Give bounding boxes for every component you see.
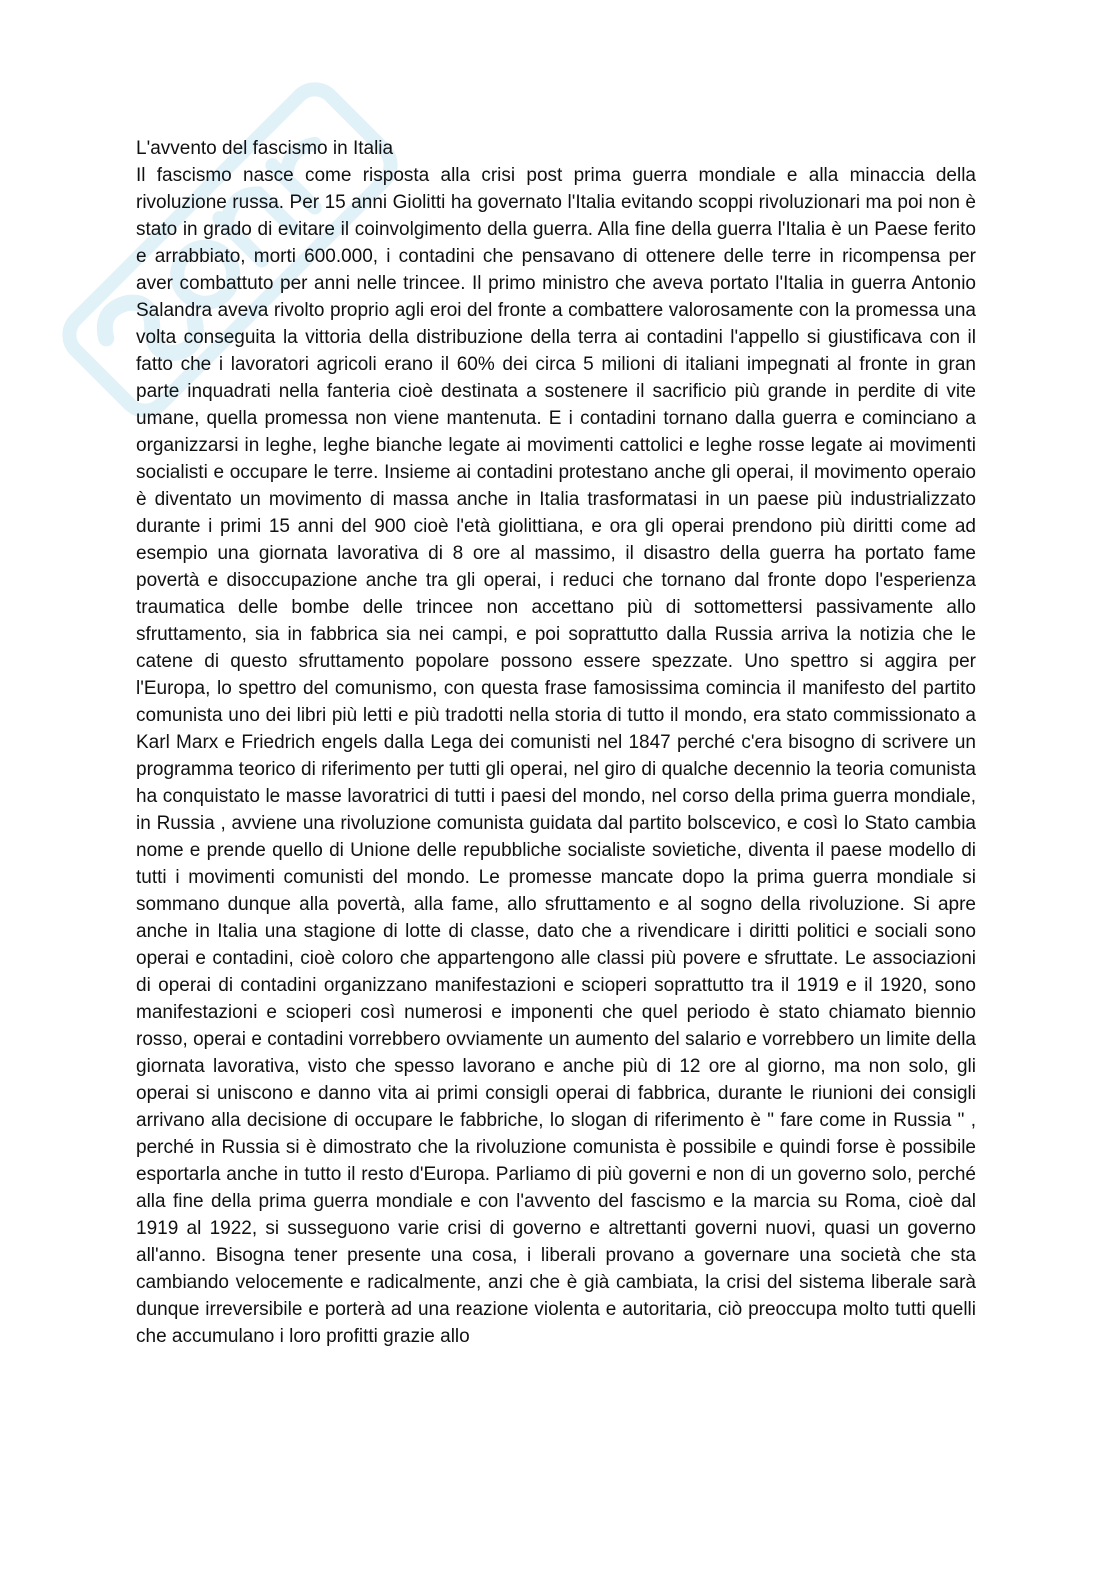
document-title: L'avvento del fascismo in Italia (136, 138, 394, 159)
document-body: Il fascismo nasce come risposta alla crisi post prima guerra mondiale e alla minaccia della rivoluzione russa. Per 15 anni Giolitti ha governato l'Italia evitando scoppi rivoluzionari ma poi non è stato in grado di evitare il coinvolgimento della guerra. Alla fine della guerra l'Italia è un Paese ferito e arrabbiato, morti 600.000, i contadini che pensavano di ottenere delle terre in ricompensa per aver combattuto per anni nelle trincee. Il primo ministro che aveva portato l'Italia in guerra Antonio Salandra aveva rivolto proprio agli eroi del fronte a combattere valorosamente con la promessa una volta conseguita la vittoria della distribuzione della terra ai contadini l'appello si giustificava con il fatto che i lavoratori agricoli erano il 60% dei circa 5 milioni di italiani impegnati al fronte in gran parte inquadrati nella fanteria cioè destinata a sostenere il sacrificio più grande in perdite di vite umane, quella promessa non viene mantenuta. E i contadini tornano dalla guerra e cominciano a organizzarsi in leghe, leghe bianche legate ai movimenti cattolici e leghe rosse legate ai movimenti socialisti e occupare le terre. Insieme ai contadini protestano anche gli operai, il movimento operaio è diventato un movimento di massa anche in Italia trasformatasi in un paese più industrializzato durante i primi 15 anni del 900 cioè l'età giolittiana, e ora gli operai prendono più diritti come ad esempio una giornata lavorativa di 8 ore al massimo, il disastro della guerra ha portato fame povertà e disoccupazione anche tra gli operai, i reduci che tornano dal fronte dopo l'esperienza traumatica delle bombe delle trincee non accettano più di sottomettersi passivamente allo sfruttamento, sia in fabbrica sia nei campi, e poi soprattutto dalla Russia arriva la notizia che le catene di questo sfruttamento popolare possono essere spezzate. Uno spettro si aggira per l'Europa, lo spettro del comunismo, con questa frase famosissima comincia il manifesto del partito comunista uno dei libri più letti e più tradotti nella storia di tutto il mondo, era stato commissionato a Karl Marx e Friedrich engels dalla Lega dei comunisti nel 1847 perché c'era bisogno di scrivere un programma teorico di riferimento per tutti gli operai, nel giro di qualche decennio la teoria comunista ha conquistato le masse lavoratrici di tutti i paesi del mondo, nel corso della prima guerra mondiale, in Russia , avviene una rivoluzione comunista guidata dal partito bolscevico, e così lo Stato cambia nome e prende quello di Unione delle repubbliche socialiste sovietiche, diventa il paese modello di tutti i movimenti comunisti del mondo. Le promesse mancate dopo la prima guerra mondiale si sommano dunque alla povertà, alla fame, allo sfruttamento e al sogno della rivoluzione. Si apre anche in Italia una stagione di lotte di classe, dato che a rivendicare i diritti politici e sociali sono operai e contadini, cioè coloro che appartengono alle classi più povere e sfruttate. Le associazioni di operai di contadini organizzano manifestazioni e scioperi soprattutto tra il 1919 e il 1920, sono manifestazioni e scioperi così numerosi e imponenti che quel periodo è stato chiamato biennio rosso, operai e contadini vorrebbero ovviamente un aumento del salario e vorrebbero un limite della giornata lavorativa, visto che spesso lavorano e anche più di 12 ore al giorno, ma non solo, gli operai si uniscono e danno vita ai primi consigli operai di fabbrica, durante le riunioni dei consigli arrivano alla decisione di occupare le fabbriche, lo slogan di riferimento è " fare come in Russia " , perché in Russia si è dimostrato che la rivoluzione comunista è possibile e quindi forse è possibile esportarla anche in tutto il resto d'Europa. Parliamo di più governi e non di un governo solo, perché alla fine della prima guerra mondiale e con l'avvento del fascismo e la marcia su Roma, cioè dal 1919 al 1922, si susseguono varie crisi di governo e altrettanti governi nuovi, quasi un governo all'anno. Bisogna tener presente una cosa, i liberali provano a governare una società che sta cambiando velocemente e radicalmente, anzi che è già cambiata, la crisi del sistema liberale sarà dunque irreversibile e porterà ad una reazione violenta e autoritaria, ciò preoccupa molto tutti quelli che accumulano i loro profitti grazie allo (136, 165, 976, 1347)
document-content (136, 135, 976, 1350)
